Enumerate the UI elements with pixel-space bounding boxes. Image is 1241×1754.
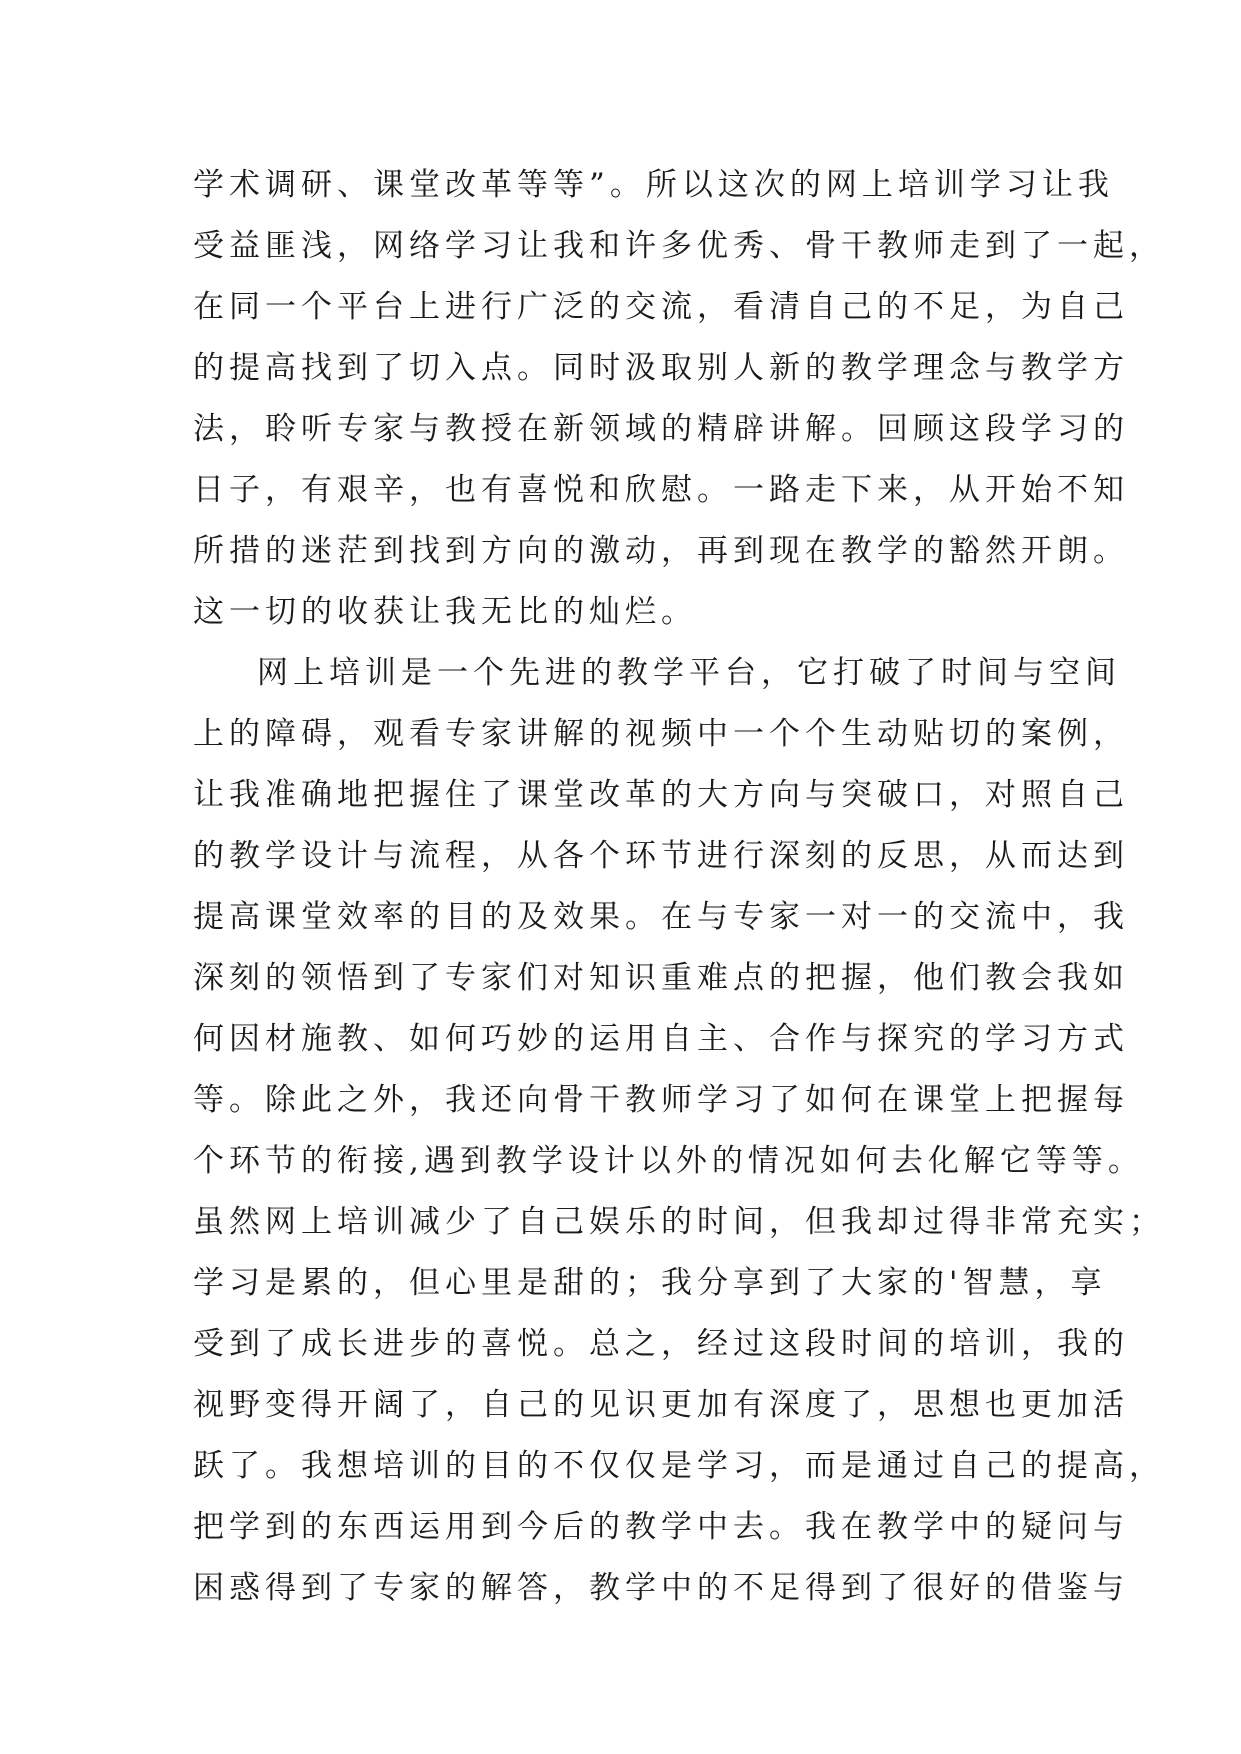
- text-line: 等。除此之外，我还向骨干教师学习了如何在课堂上把握每: [193, 1082, 1129, 1118]
- text-line: 何因材施教、如何巧妙的运用自主、合作与探究的学习方式: [193, 1021, 1129, 1057]
- text-line: 日子，有艰辛，也有喜悦和欣慰。一路走下来，从开始不知: [193, 472, 1129, 508]
- text-line: 这一切的收获让我无比的灿烂。: [193, 594, 697, 630]
- text-line: 困惑得到了专家的解答，教学中的不足得到了很好的借鉴与: [193, 1570, 1129, 1606]
- text-line: 跃了。我想培训的目的不仅仅是学习，而是通过自己的提高，: [193, 1448, 1165, 1484]
- text-line: 在同一个平台上进行广泛的交流，看清自己的不足，为自己: [193, 289, 1129, 325]
- text-line: 虽然网上培训减少了自己娱乐的时间，但我却过得非常充实；: [193, 1204, 1165, 1240]
- text-line: 视野变得开阔了，自己的见识更加有深度了，思想也更加活: [193, 1387, 1129, 1423]
- text-line: 上的障碍，观看专家讲解的视频中一个个生动贴切的案例，: [193, 716, 1129, 752]
- text-line: 的提高找到了切入点。同时汲取别人新的教学理念与教学方: [193, 350, 1129, 386]
- text-line: 让我准确地把握住了课堂改革的大方向与突破口，对照自己: [193, 777, 1129, 813]
- text-line: 的教学设计与流程，从各个环节进行深刻的反思，从而达到: [193, 838, 1129, 874]
- text-line: 受到了成长进步的喜悦。总之，经过这段时间的培训，我的: [193, 1326, 1129, 1362]
- text-line: 受益匪浅，网络学习让我和许多优秀、骨干教师走到了一起，: [193, 228, 1165, 264]
- text-line: 法，聆听专家与教授在新领域的精辟讲解。回顾这段学习的: [193, 411, 1129, 447]
- text-line: 深刻的领悟到了专家们对知识重难点的把握，他们教会我如: [193, 960, 1129, 996]
- text-line: 所措的迷茫到找到方向的激动，再到现在教学的豁然开朗。: [193, 533, 1129, 569]
- paragraph-first-line: 网上培训是一个先进的教学平台，它打破了时间与空间: [257, 655, 1121, 691]
- text-line: 学习是累的，但心里是甜的；我分享到了大家的'智慧，享: [193, 1265, 1107, 1301]
- text-line: 把学到的东西运用到今后的教学中去。我在教学中的疑问与: [193, 1509, 1129, 1545]
- text-line: 学术调研、课堂改革等等”。所以这次的网上培训学习让我: [193, 167, 1114, 203]
- body-text: [193, 155, 1165, 1619]
- text-line: 提高课堂效率的目的及效果。在与专家一对一的交流中，我: [193, 899, 1129, 935]
- text-line: 个环节的衔接,遇到教学设计以外的情况如何去化解它等等。: [193, 1143, 1144, 1179]
